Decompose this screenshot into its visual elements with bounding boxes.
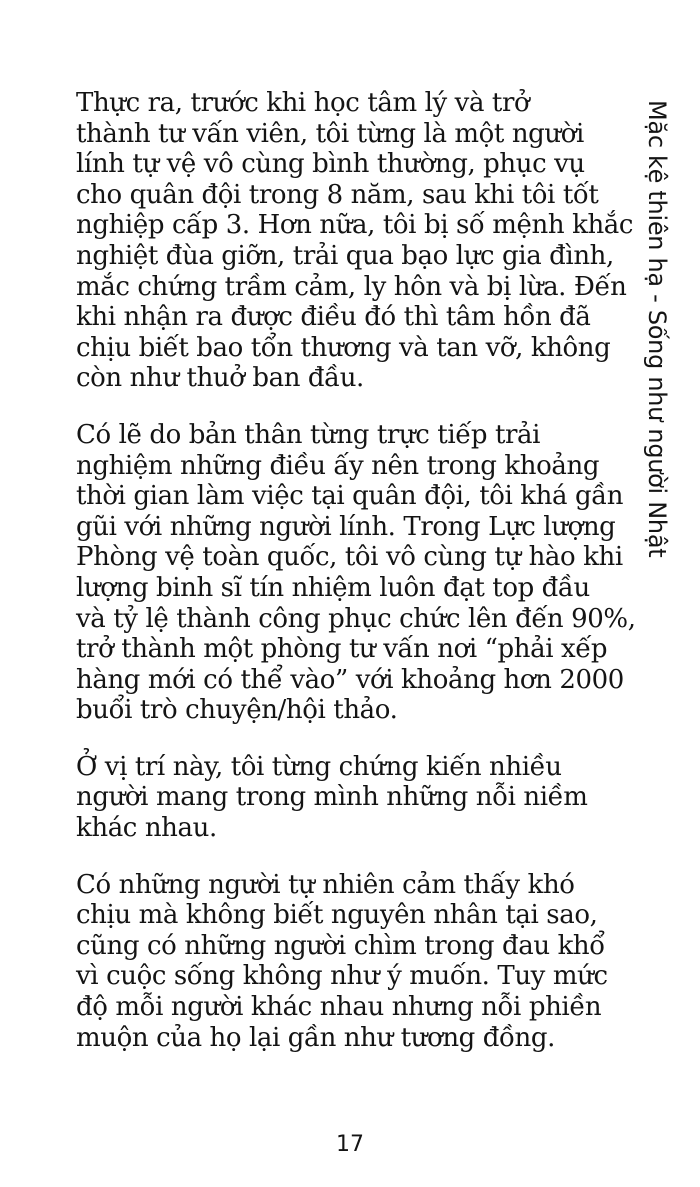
text-line: trở thành một phòng tư vấn nơi “phải xếp bbox=[76, 634, 608, 665]
text-line: thành tư vấn viên, tôi từng là một người bbox=[76, 118, 584, 149]
text-line: buổi trò chuyện/hội thảo. bbox=[76, 695, 398, 726]
text-line: Phòng vệ toàn quốc, tôi vô cùng tự hào khi bbox=[76, 542, 623, 573]
text-line: lính tự vệ vô cùng bình thường, phục vụ bbox=[76, 149, 585, 180]
text-line: người mang trong mình những nỗi niềm bbox=[76, 782, 588, 813]
body-text bbox=[76, 88, 636, 1079]
paragraph-2 bbox=[76, 419, 636, 726]
text-line: mắc chứng trầm cảm, ly hôn và bị lừa. Đến bbox=[76, 271, 627, 302]
text-line: Có lẽ do bản thân từng trực tiếp trải bbox=[76, 419, 541, 450]
text-line: Thực ra, trước khi học tâm lý và trở bbox=[76, 88, 530, 118]
page-number: 17 bbox=[336, 1132, 364, 1157]
text-line: lượng binh sĩ tín nhiệm luôn đạt top đầu bbox=[76, 572, 590, 603]
text-line: nghiệm những điều ấy nên trong khoảng bbox=[76, 450, 600, 481]
text-line: nghiệp cấp 3. Hơn nữa, tôi bị số mệnh khắc bbox=[76, 210, 634, 241]
paragraph-3 bbox=[76, 752, 598, 844]
text-line: nghiệt đùa giỡn, trải qua bạo lực gia đình, bbox=[76, 240, 614, 271]
text-line: hàng mới có thể vào” với khoảng hơn 2000 bbox=[76, 664, 624, 695]
text-line: vì cuộc sống không như ý muốn. Tuy mức bbox=[76, 961, 608, 992]
running-head: Mặc kệ thiên hạ - Sống như người Nhật bbox=[643, 100, 671, 558]
text-line: Ở vị trí này, tôi từng chứng kiến nhiều bbox=[76, 751, 562, 782]
paragraph-1 bbox=[76, 88, 634, 394]
text-line: cho quân đội trong 8 năm, sau khi tôi tốt bbox=[76, 179, 599, 210]
text-line: chịu mà không biết nguyên nhân tại sao, bbox=[76, 900, 598, 931]
text-line: muộn của họ lại gần như tương đồng. bbox=[76, 1022, 555, 1053]
paragraph-4 bbox=[76, 869, 608, 1054]
text-line: thời gian làm việc tại quân đội, tôi khá gần bbox=[76, 481, 624, 512]
text-line: Có những người tự nhiên cảm thấy khó bbox=[76, 869, 575, 900]
text-line: khác nhau. bbox=[76, 813, 217, 844]
text-line: khi nhận ra được điều đó thì tâm hồn đã bbox=[76, 302, 591, 333]
text-line: chịu biết bao tổn thương và tan vỡ, không bbox=[76, 332, 611, 363]
text-line: và tỷ lệ thành công phục chức lên đến 90%, bbox=[76, 603, 636, 634]
text-line: gũi với những người lính. Trong Lực lượng bbox=[76, 511, 616, 542]
text-line: còn như thuở ban đầu. bbox=[76, 363, 364, 394]
text-line: cũng có những người chìm trong đau khổ bbox=[76, 930, 605, 961]
text-line: độ mỗi người khác nhau nhưng nỗi phiền bbox=[76, 992, 602, 1023]
